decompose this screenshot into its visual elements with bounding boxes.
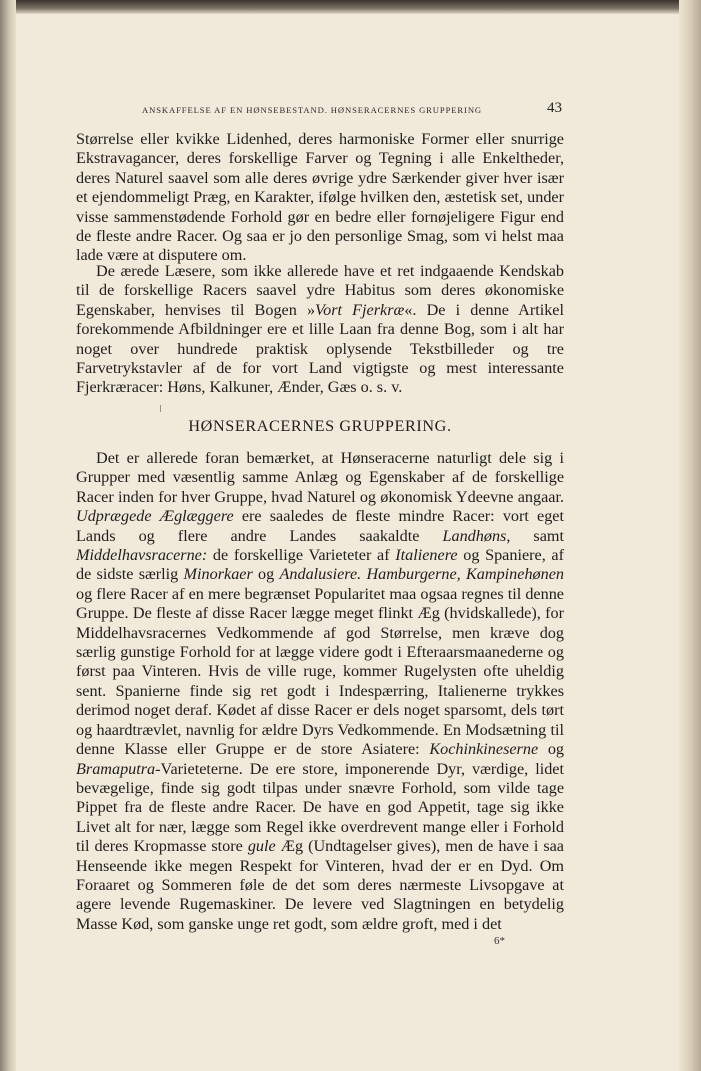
p3-italic: Landhøns: [442, 526, 507, 545]
p3-text: ere saaledes de fleste mindre Racer: vort eget Lands og flere andre Landes saakaldte: [76, 507, 564, 545]
signature-mark: 6*: [494, 935, 505, 947]
page-left-edge: [0, 0, 16, 1071]
p3-text: Det er allerede foran bemærket, at Hønseracerne naturligt dele sig i Grupper med væsentlig samme Anlæg og Egenskaber af de forskellige Racer inden for hver Gruppe, hvad Naturel og økonomisk Ydeevne angaar.: [76, 449, 564, 506]
p3-italic: Italienere: [395, 546, 458, 565]
paragraph-1: [76, 130, 564, 266]
page-number: 43: [547, 100, 562, 116]
p3-italic: Minorkaer: [183, 565, 253, 584]
paragraph-3: [76, 449, 564, 934]
page-right-edge: [679, 0, 701, 1071]
print-mark: [160, 405, 161, 412]
p3-text: de forskellige Varieteter af: [207, 546, 396, 565]
paragraph-2-text-a: De ærede Læsere, som ikke allerede have et ret indgaaende Kendskab til de forskellige Racers saavel ydre Habitus som deres økonomiske Egenskaber, henvises til Bogen »: [76, 262, 564, 319]
p3-italic: Kochinkineserne: [429, 740, 539, 759]
p3-italic: gule: [247, 837, 276, 856]
p3-italic: Bramaputra: [76, 759, 156, 778]
p3-italic: Middelhavsracerne:: [76, 546, 208, 565]
running-head: ANSKAFFELSE AF EN HØNSEBESTAND. HØNSERACERNES GRUPPERING: [142, 105, 483, 115]
p3-text: Æg (Undtagelser gives), men de have i saa Henseende ikke megen Respekt for Vinteren, hvad der er en Dyd. Om Foraaret og Sommeren føle de det som deres nærmeste Livsopgave at agere levende Rugemaskiner. De levere ved Slagtningen en betydelig Masse Kød, som ganske unge ret godt, som ældre groft, med i det: [76, 837, 564, 933]
p3-italic: Andalusiere. Hamburgerne, Kampinehønen: [279, 565, 565, 584]
p3-text: , samt: [506, 526, 565, 545]
paragraph-1-text: Størrelse eller kvikke Lidenhed, deres harmoniske Former eller snurrige Ekstravagancer, deres forskellige Farver og Tegning i alle Enkeltheder, deres Naturel saavel som alle deres øvrige ydre Særkender giver hver især et ejendommeligt Præg, en Karakter, ifølge hvilken den, æstetisk set, under visse sammenstødende Forhold gør en bedre eller fornøjeligere Figur end de fleste andre Racer. Og saa er jo den personlige Smag, som vi helst maa lade være at disputere om.: [76, 130, 564, 265]
p3-text: -Varieteterne. De ere store, imponerende Dyr, værdige, lidet bevægelige, finde sig godt tilpas under snævre Forhold, som vilde tage Pippet fra de fleste andre Racer. De have en god Appetit, tage sig ikke Livet alt for nær, lægge som Regel ikke overdrevent mange eller i Forhold til deres Kropmasse store: [76, 759, 564, 856]
page-top-edge: [0, 0, 701, 14]
p3-text: og: [538, 740, 564, 759]
p3-text: og: [252, 565, 280, 584]
p3-italic: Udprægede Æglæggere: [76, 507, 234, 526]
section-heading: HØNSERACERNES GRUPPERING.: [188, 417, 452, 435]
p3-text: og Spaniere, af de sidste særlig: [76, 546, 564, 584]
paragraph-2: [76, 262, 564, 398]
page-header: [76, 100, 676, 119]
paragraph-2-text-c: «. De i denne Artikel forekommende Afbildninger ere et lille Laan fra denne Bog, som i alt har noget over hundrede praktisk oplysende Tekstbilleder og tre Farvetrykstavler af de for vort Land vigtigste og mest interessante Fjerkræracer: Høns, Kalkuner, Ænder, Gæs o. s. v.: [76, 300, 564, 397]
book-title-vort-fjerkrae: Vort Fjerkræ: [315, 300, 405, 319]
p3-text: og flere Racer af en mere begrænset Popularitet maa ogsaa regnes til denne Gruppe. De fleste af disse Racer lægge meget flinkt Æg (hvidskallede), for Middelhavsracernes Vedkommende af god Størrelse, men kræve dog særlig gunstige Forhold for at lægge videre godt i Efteraarsmaanederne og først paa Vinteren. Hvis de ville ruge, kommer Rugelysten ofte uheldig sent. Spanierne finde sig ret godt i Indespærring, Italienerne trykkes derimod noget deraf. Kødet af disse Racer er dels noget sparsomt, dels tørt og haardtrævlet, navnlig for ældre Dyrs Vedkommende. En Modsætning til denne Klasse eller Gruppe er de store Asiatere:: [76, 584, 564, 759]
